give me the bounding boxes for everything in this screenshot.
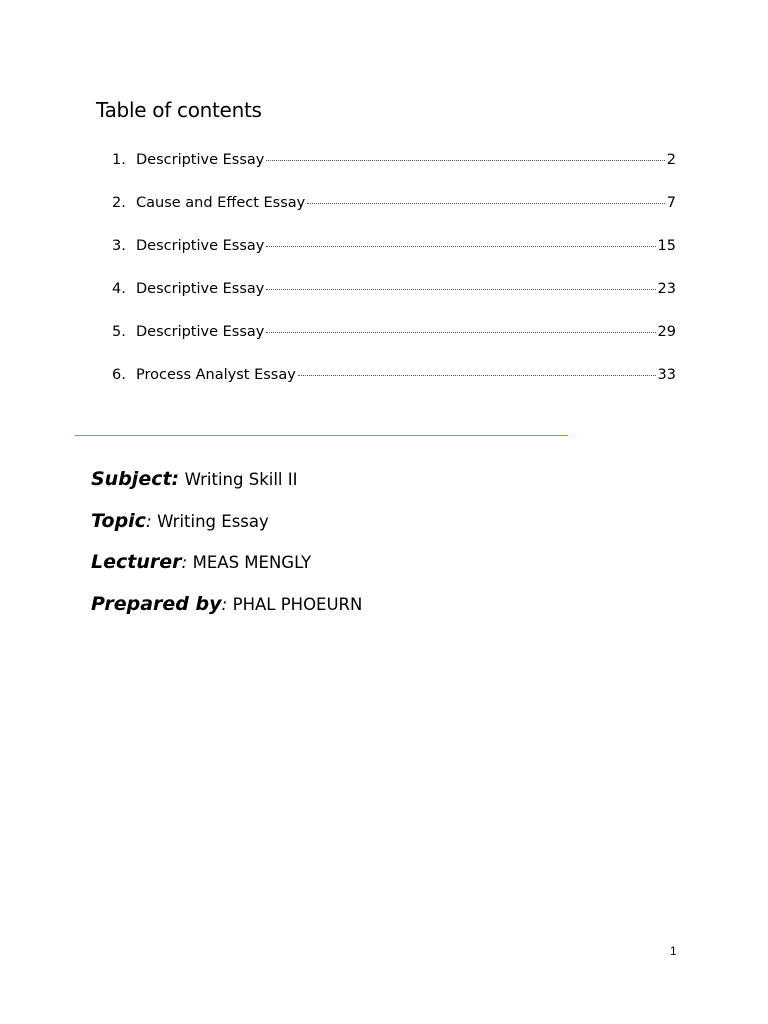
- toc-dot-leader: [266, 332, 655, 333]
- toc-list: [112, 152, 676, 410]
- toc-entry-label: Process Analyst Essay: [136, 367, 296, 383]
- toc-entry-label: Cause and Effect Essay: [136, 195, 306, 211]
- toc-entry-label: Descriptive Essay: [136, 238, 265, 254]
- lecturer-colon: :: [181, 553, 188, 573]
- section-divider: [75, 435, 568, 436]
- page-number: 1: [670, 944, 677, 958]
- lecturer-value: MEAS MENGLY: [192, 553, 312, 572]
- subject-value: Writing Skill II: [184, 470, 298, 489]
- document-info: [91, 468, 362, 634]
- toc-entry-label: Descriptive Essay: [136, 281, 265, 297]
- toc-dot-leader: [266, 289, 655, 290]
- toc-entry-number: 4.: [112, 281, 126, 297]
- toc-entry-number: 3.: [112, 238, 126, 254]
- toc-entry-6: [112, 367, 676, 410]
- topic-value: Writing Essay: [157, 511, 269, 531]
- toc-entry-page: 29: [657, 324, 676, 340]
- toc-entry-number: 5.: [112, 324, 126, 340]
- toc-entry-page: 23: [657, 281, 676, 297]
- prepared-by-label: Prepared by: [91, 592, 222, 615]
- topic-colon: :: [145, 511, 152, 532]
- topic-label: Topic: [91, 509, 146, 532]
- toc-entry-4: [112, 281, 676, 324]
- toc-entry-page: 33: [657, 367, 676, 383]
- toc-entry-label: Descriptive Essay: [136, 152, 265, 168]
- lecturer-row: [91, 551, 362, 593]
- toc-entry-number: 2.: [112, 195, 126, 211]
- toc-dot-leader: [266, 160, 664, 161]
- toc-entry-number: 6.: [112, 367, 126, 383]
- topic-row: [91, 510, 362, 552]
- toc-entry-page: 7: [666, 195, 676, 211]
- toc-entry-page: 15: [657, 238, 676, 254]
- prepared-by-row: [91, 593, 362, 635]
- toc-entry-5: [112, 324, 676, 367]
- toc-dot-leader: [307, 203, 665, 204]
- subject-label: Subject:: [91, 468, 180, 490]
- subject-row: [91, 468, 362, 510]
- toc-entry-1: [112, 152, 676, 195]
- prepared-by-value: PHAL PHOEURN: [232, 594, 363, 614]
- prepared-by-colon: :: [221, 594, 228, 615]
- toc-entry-2: [112, 195, 676, 238]
- toc-entry-3: [112, 238, 676, 281]
- toc-entry-page: 2: [666, 152, 676, 168]
- lecturer-label: Lecturer: [91, 551, 182, 573]
- toc-dot-leader: [298, 375, 656, 376]
- toc-dot-leader: [266, 246, 655, 247]
- toc-entry-label: Descriptive Essay: [136, 324, 265, 340]
- toc-title: Table of contents: [96, 98, 262, 122]
- toc-entry-number: 1.: [112, 152, 126, 168]
